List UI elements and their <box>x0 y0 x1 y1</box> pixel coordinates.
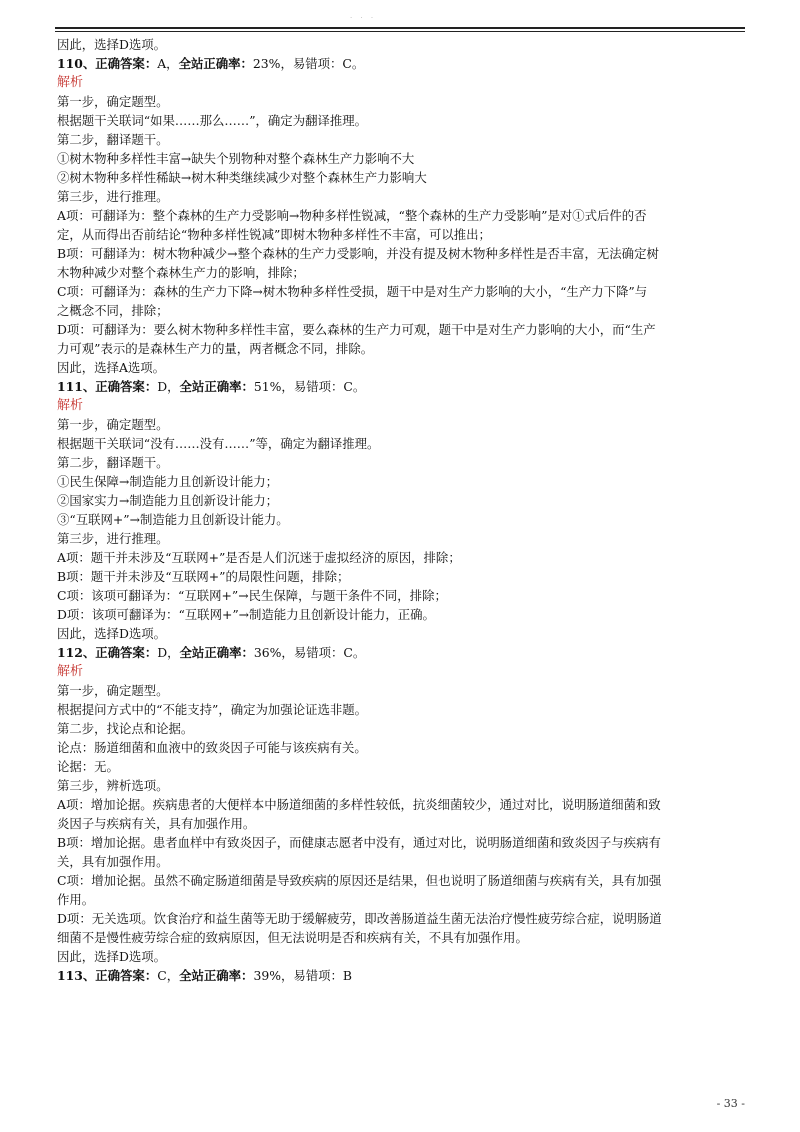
analysis-line: ②国家实力→制造能力且创新设计能力； <box>57 493 279 508</box>
correct-answer: D， <box>157 645 180 660</box>
answer-label: 110、正确答案： <box>57 56 158 71</box>
common-error: 易错项：C。 <box>293 379 366 394</box>
analysis-line: D项：该项可翻译为：“互联网+”→制造能力且创新设计能力，正确。 <box>57 607 435 622</box>
answer-label: 112、正确答案： <box>57 645 158 660</box>
header-rule-thick <box>55 27 745 29</box>
analysis-line: ③“互联网+”→制造能力且创新设计能力。 <box>57 512 289 527</box>
analysis-line: 论点：肠道细菌和血液中的致炎因子可能与该疾病有关。 <box>57 740 367 755</box>
analysis-line: C项：可翻译为：森林的生产力下降→树木物种多样性受损，题干中是对生产力影响的大小，“生产力下降”与 <box>57 284 648 299</box>
analysis-line: 第二步，找论点和论据。 <box>57 721 194 736</box>
accuracy-label: 全站正确率： <box>179 645 254 660</box>
accuracy-label: 全站正确率： <box>179 968 254 983</box>
analysis-line: D项：可翻译为：要么树木物种多样性丰富，要么森林的生产力可观，题干中是对生产力影响的大小，而“生产 <box>57 322 656 337</box>
correct-answer: D， <box>157 379 180 394</box>
analysis-line: 论据：无。 <box>57 759 119 774</box>
analysis-line: B项：题干并未涉及“互联网+”的局限性问题，排除； <box>57 569 350 584</box>
analysis-label: 解析 <box>57 398 84 413</box>
analysis-line: B项：可翻译为：树木物种减少→整个森林的生产力受影响，并没有提及树木物种多样性是否丰富，无法确定树 <box>57 246 659 261</box>
analysis-line: 力可观”表示的是森林生产力的量，两者概念不同，排除。 <box>57 341 374 356</box>
accuracy-value: 36%， <box>253 645 294 660</box>
analysis-line: C项：增加论据。虽然不确定肠道细菌是导致疾病的原因还是结果，但也说明了肠道细菌与疾病有关，具有加强 <box>57 873 662 888</box>
question-heading <box>57 54 747 73</box>
header-mark: · · · <box>350 14 377 22</box>
analysis-line: 根据题干关联词“没有……没有……”等，确定为翻译推理。 <box>57 436 380 451</box>
header-rule-thin <box>55 31 745 32</box>
analysis-line: 第一步，确定题型。 <box>57 417 169 432</box>
analysis-line: 第三步，进行推理。 <box>57 531 169 546</box>
accuracy-label: 全站正确率： <box>178 56 253 71</box>
analysis-line: A项：题干并未涉及“互联网+”是否是人们沉迷于虚拟经济的原因，排除； <box>57 550 461 565</box>
analysis-line: 定，从而得出否前结论“物种多样性锐减”即树木物种多样性不丰富，可以推出； <box>57 227 491 242</box>
correct-answer: A， <box>157 56 179 71</box>
analysis-line: 第二步，翻译题干。 <box>57 455 169 470</box>
accuracy-value: 39%， <box>253 968 294 983</box>
analysis-line: A项：增加论据。疾病患者的大便样本中肠道细菌的多样性较低，抗炎细菌较少，通过对比，说明肠道细菌和致 <box>57 797 661 812</box>
question-heading <box>57 643 747 662</box>
analysis-label: 解析 <box>57 75 84 90</box>
common-error: 易错项：C。 <box>293 645 366 660</box>
common-error: 易错项：B <box>293 968 353 983</box>
common-error: 易错项：C。 <box>292 56 365 71</box>
analysis-line: 之概念不同，排除； <box>57 303 169 318</box>
accuracy-value: 23%， <box>252 56 293 71</box>
analysis-line: ①民生保障→制造能力且创新设计能力； <box>57 474 279 489</box>
analysis-line: 第一步，确定题型。 <box>57 94 169 109</box>
analysis-line: 因此，选择A选项。 <box>57 360 166 375</box>
analysis-line: 关，具有加强作用。 <box>57 854 169 869</box>
question-block <box>57 54 747 377</box>
analysis-line: 第三步，进行推理。 <box>57 189 169 204</box>
question-heading <box>57 377 747 396</box>
analysis-line: 根据提问方式中的“不能支持”，确定为加强论证选非题。 <box>57 702 368 717</box>
analysis-line: A项：可翻译为：整个森林的生产力受影响→物种多样性锐减，“整个森林的生产力受影响”是对①式后件的否 <box>57 208 647 223</box>
answer-label: 111、正确答案： <box>57 379 158 394</box>
question-block <box>57 966 747 985</box>
document-body <box>57 35 747 985</box>
analysis-line: 木物种减少对整个森林生产力的影响，排除； <box>57 265 305 280</box>
question-block <box>57 377 747 643</box>
analysis-line: C项：该项可翻译为：“互联网+”→民生保障，与题干条件不同，排除； <box>57 588 447 603</box>
analysis-label: 解析 <box>57 664 84 679</box>
analysis-line: 因此，选择D选项。 <box>57 626 167 641</box>
analysis-line: D项：无关选项。饮食治疗和益生菌等无助于缓解疲劳，即改善肠道益生菌无法治疗慢性疲劳综合症，说明肠道 <box>57 911 662 926</box>
analysis-line: B项：增加论据。患者血样中有致炎因子，而健康志愿者中没有，通过对比，说明肠道细菌和致炎因子与疾病有 <box>57 835 661 850</box>
accuracy-label: 全站正确率： <box>179 379 254 394</box>
analysis-line: 细菌不是慢性疲劳综合症的致病原因，但无法说明是否和疾病有关，不具有加强作用。 <box>57 930 528 945</box>
answer-label: 113、正确答案： <box>57 968 158 983</box>
analysis-line: 第二步，翻译题干。 <box>57 132 169 147</box>
page-number: - 33 - <box>716 1097 745 1110</box>
analysis-line: ①树木物种多样性丰富→缺失个别物种对整个森林生产力影响不大 <box>57 151 415 166</box>
question-heading <box>57 966 747 985</box>
analysis-line: 炎因子与疾病有关，具有加强作用。 <box>57 816 256 831</box>
intro-line: 因此，选择D选项。 <box>57 37 167 52</box>
analysis-line: ②树木物种多样性稀缺→树木种类继续减少对整个森林生产力影响大 <box>57 170 427 185</box>
analysis-line: 根据题干关联词“如果……那么……”，确定为翻译推理。 <box>57 113 368 128</box>
question-block <box>57 643 747 966</box>
analysis-line: 因此，选择D选项。 <box>57 949 167 964</box>
correct-answer: C， <box>157 968 180 983</box>
analysis-line: 第三步，辨析选项。 <box>57 778 169 793</box>
analysis-line: 第一步，确定题型。 <box>57 683 169 698</box>
analysis-line: 作用。 <box>57 892 95 907</box>
accuracy-value: 51%， <box>253 379 294 394</box>
